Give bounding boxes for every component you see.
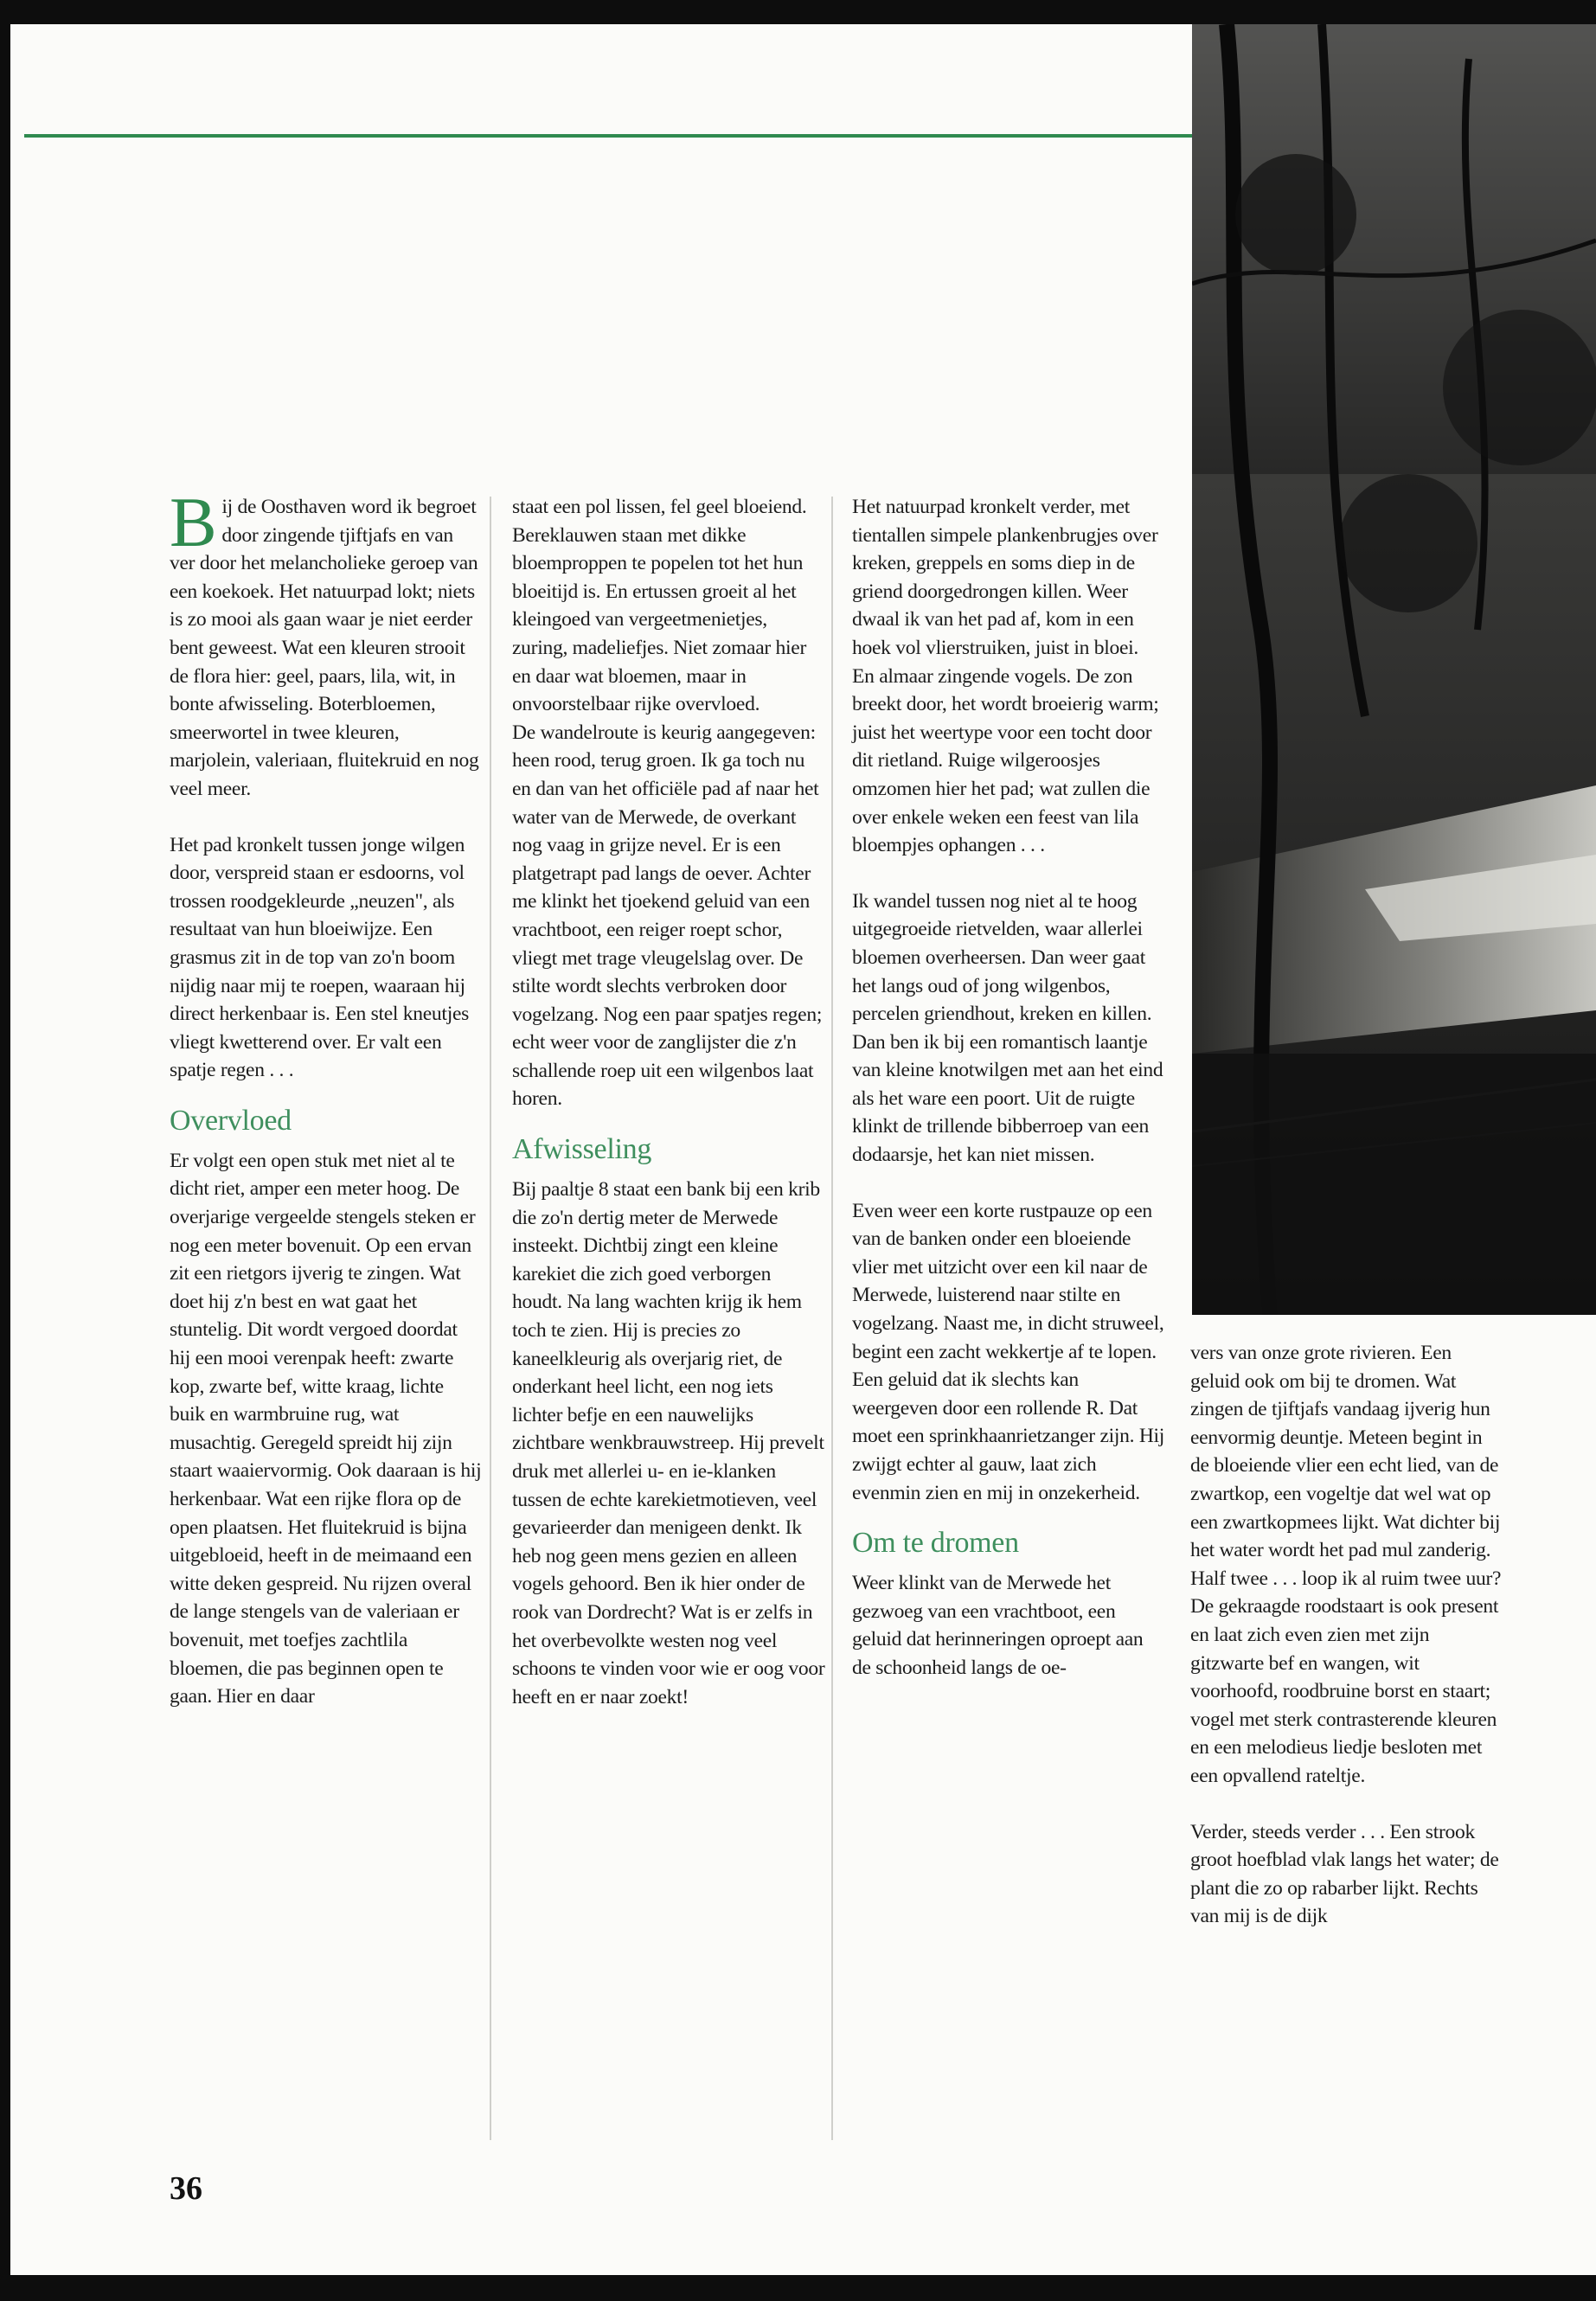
paragraph: Ik wandel tussen nog niet al te hoog uitgegroeide rietvelden, waar allerlei bloemen overheersen. Dan weer gaat het langs oud of jong wilgenbos, percelen griendhout, kreken en killen. Dan ben ik bij een romantisch laantje van kleine knotwilgen met aan het eind als het ware een poort. Uit de ruigte klinkt de trillende bibberroep van een dodaarsje, het kan niet missen.	[852, 889, 1163, 1167]
paragraph: Even weer een korte rustpauze op een van de banken onder een bloeiende vlier met uitzicht over een kil naar de Merwede, luisterend naar stilte en vogelzang. Naast me, in dicht struweel, begint een zacht wekkertje af te lopen. Een geluid dat ik slechts kan weergeven door een rollende R. Dat moet een sprinkhaanrietzanger zijn. Hij zwijgt echter al gauw, laat zich evenmin zien en mij in onzekerheid.	[852, 1199, 1165, 1504]
column-rule	[490, 497, 491, 2140]
text-column-4	[1190, 1339, 1503, 1931]
text-column-1	[170, 483, 483, 1711]
text-column-3	[852, 493, 1165, 1682]
drop-cap: B	[170, 483, 217, 561]
paragraph: Het natuurpad kronkelt verder, met tientallen simpele plankenbrugjes over kreken, greppels en soms diep in de griend doorgedrongen killen. Weer dwaal ik van het pad af, kom in een hoek vol vlierstruiken, juist in bloei. En almaar zingende vogels. De zon breekt door, het wordt broeierig warm; juist het weertype voor een tocht door dit rietland. Ruige wilgeroosjes omzomen hier het pad; wat zullen die over enkele weken een feest van lila bloempjes ophangen . . .	[852, 496, 1159, 857]
paragraph: Verder, steeds verder . . . Een strook groot hoefblad vlak langs het water; de plant die zo op rabarber lijkt. Rechts van mij is de dijk	[1190, 1820, 1499, 1928]
paragraph: Er volgt een open stuk met niet al te dicht riet, amper een meter hoog. De overjarige vergeelde stengels steken er nog een meter bovenuit. Op een ervan zit een rietgors ijverig te zingen. Wat doet hij z'n best en wat gaat het stuntelig. Dit wordt vergoed doordat hij een mooi verenpak heeft: zwarte kop, zwarte bef, witte kraag, lichte buik en warmbruine rug, wat musachtig. Geregeld spreidt hij zijn staart waaiervormig. Ook daaraan is hij herkenbaar. Wat een rijke flora op de open plaatsen. Het fluitekruid is bijna uitgebloeid, heeft in de meimaand een witte deken gespreid. Nu rijzen overal de lange stengels van de valeriaan er bovenuit, met toefjes zachtlila bloemen, die pas beginnen open te gaan. Hier en daar	[170, 1149, 482, 1708]
forest-river-photo	[1192, 24, 1596, 1315]
header-rule	[24, 134, 1192, 138]
paragraph	[170, 483, 483, 804]
text-column-2	[512, 493, 825, 1711]
photo-illustration	[1192, 24, 1596, 1315]
section-heading: Om te dromen	[852, 1527, 1019, 1560]
section-heading: Afwisseling	[512, 1133, 652, 1166]
paragraph-text: ij de Oosthaven word ik begroet door zingende tjiftjafs en van ver door het melancholieke geroep van een koekoek. Het natuurpad lokt; niets is zo mooi als gaan waar je niet eerder bent geweest. Wat een kleuren strooit de flora hier: geel, paars, lila, wit, in bonte afwisseling. Boterbloemen, smeerwortel in twee kleuren, marjolein, valeriaan, fluitekruid en nog veel meer.	[170, 496, 479, 800]
scan-border-left	[0, 0, 10, 2301]
paragraph: Bij paaltje 8 staat een bank bij een krib die zo'n dertig meter de Merwede insteekt. Dichtbij zingt een kleine karekiet die zich goed verborgen houdt. Na lang wachten krijg ik hem toch te zien. Hij is precies zo kaneelkleurig als overjarig riet, de onderkant heel licht, een nog iets lichter befje en een nauwelijks zichtbare wenkbrauwstreep. Hij prevelt druk met allerlei u- en ie-klanken tussen de echte karekietmotieven, veel gevarieerder dan menigeen denkt. Ik heb nog geen mens gezien en alleen vogels gehoord. Ben ik hier onder de rook van Dordrecht? Wat is er zelfs in het overbevolkte westen nog veel schoons te vinden voor wie er oog voor heeft en er naar zoekt!	[512, 1178, 825, 1708]
column-rule	[831, 497, 833, 2140]
scan-border-bottom	[0, 2275, 1596, 2301]
section-heading: Overvloed	[170, 1104, 292, 1137]
paragraph: vers van onze grote rivieren. Een geluid ook om bij te dromen. Wat zingen de tjiftjafs vandaag ijverig hun eenvormig deuntje. Meteen begint in de bloeiende vlier een echt lied, van de zwartkop, een vogeltje dat wel wat op een zwartkopmees lijkt. Wat dichter bij het water wordt het pad mul zanderig. Half twee . . . loop ik al ruim twee uur? De gekraagde roodstaart is ook present en laat zich even zien met zijn gitzwarte bef en wangen, wit voorhoofd, roodbruine borst en staart; vogel met sterk contrasterende kleuren en een melodieus liedje besloten met een opvallend rateltje.	[1190, 1342, 1502, 1787]
paragraph: Het pad kronkelt tussen jonge wilgen door, verspreid staan er esdoorns, vol trossen roodgekleurde „neuzen", als resultaat van hun bloeiwijze. Een grasmus zit in de top van zo'n boom nijdig naar mij te roepen, waaraan hij direct herkenbaar is. Een stel kneutjes vliegt kwetterend over. Er valt een spatje regen . . .	[170, 833, 469, 1082]
scan-border-top	[0, 0, 1596, 24]
paragraph: staat een pol lissen, fel geel bloeiend. Bereklauwen staan met dikke bloemproppen te popelen tot het hun bloeitijd is. En ertussen groeit al het kleingoed van vergeetmenietjes, zuring, madeliefjes. Niet zomaar hier en daar wat bloemen, maar in onvoorstelbaar rijke overvloed. De wandelroute is keurig aangegeven: heen rood, terug groen. Ik ga toch nu en dan van het officiële pad af naar het water van de Merwede, de overkant nog vaag in grijze nevel. Er is een platgetrapt pad langs de oever. Achter me klinkt het tjoekend geluid van een vrachtboot, een reiger roept schor, vliegt met trage vleugelslag over. De stilte wordt slechts verbroken door vogelzang. Nog een paar spatjes regen; echt weer voor de zanglijster die z'n schallende roep uit een wilgenbos laat horen.	[512, 496, 823, 1111]
page-number: 36	[170, 2170, 202, 2207]
paragraph: Weer klinkt van de Merwede het gezwoeg van een vrachtboot, een geluid dat herinneringen oproept aan de schoonheid langs de oe-	[852, 1572, 1144, 1679]
